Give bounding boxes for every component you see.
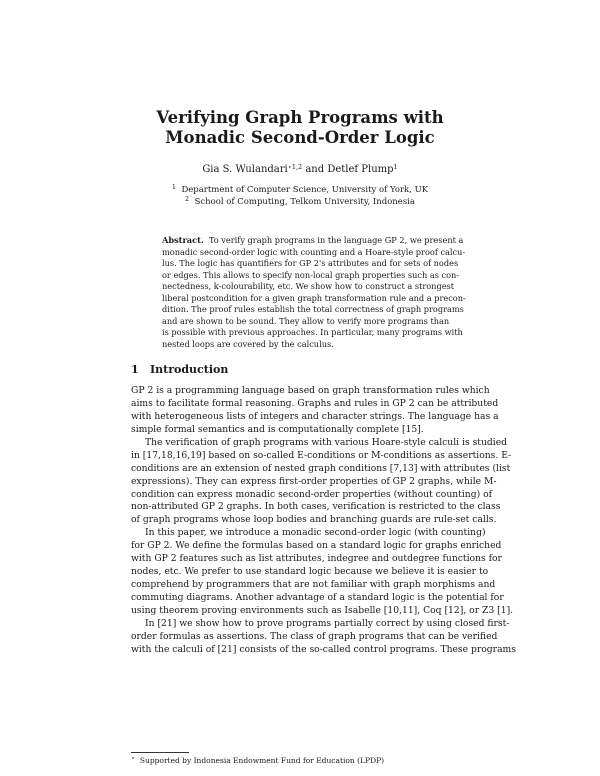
abstract-line: monadic second-order logic with counting and a Hoare-style proof calcu- bbox=[162, 246, 466, 257]
paper-title-line-2: Monadic Second-Order Logic bbox=[165, 128, 435, 147]
affiliation bbox=[0, 185, 600, 196]
body-line: simple formal semantics and is computationally complete [15]. bbox=[131, 423, 424, 435]
body-line: aims to facilitate formal reasoning. Graphs and rules in GP 2 can be attributed bbox=[131, 397, 499, 409]
abstract-label: Abstract. bbox=[162, 235, 204, 245]
affiliation-mark: 2 bbox=[185, 195, 190, 203]
abstract-line: and are shown to be sound. They allow to verify more programs than bbox=[162, 315, 450, 326]
body-line: GP 2 is a programming language based on graph transformation rules which bbox=[131, 385, 490, 396]
body-line: commuting diagrams. Another advantage of a standard logic is the potential for bbox=[131, 592, 504, 603]
body-line: non-attributed GP 2 graphs. In both cases, verification is restricted to the class bbox=[131, 501, 501, 513]
body-line: order formulas as assertions. The class of graph programs that can be verified bbox=[131, 630, 498, 642]
affiliation-text: Department of Computer Science, University of York, UK bbox=[181, 185, 429, 195]
abstract-line: or edges. This allows to specify non-local graph properties such as con- bbox=[162, 269, 460, 280]
author-line bbox=[0, 164, 600, 176]
abstract-line: nectedness, k-colourability, etc. We show how to construct a strongest bbox=[162, 281, 455, 292]
abstract-line: dition. The proof rules establish the total correctness of graph programs bbox=[162, 304, 464, 315]
footnote-rule bbox=[131, 752, 189, 753]
abstract bbox=[162, 235, 466, 350]
section-title: Introduction bbox=[150, 363, 229, 376]
body-line: using theorem proving environments such as Isabelle [10,11], Coq [12], or Z3 [1]. bbox=[131, 604, 514, 616]
affiliation bbox=[0, 197, 600, 208]
body-line: in [17,18,16,19] based on so-called E-conditions or M-conditions as assertions. E- bbox=[131, 449, 512, 461]
footnote bbox=[131, 756, 384, 766]
body-line: of graph programs whose loop bodies and branching guards are rule-set calls. bbox=[131, 514, 497, 526]
body-line: In this paper, we introduce a monadic second-order logic (with counting) bbox=[145, 527, 486, 539]
body-text bbox=[131, 385, 516, 657]
body-line: condition can express monadic second-order properties (without counting) of bbox=[131, 488, 493, 500]
body-line: In [21] we show how to prove programs partially correct by using closed first- bbox=[145, 617, 510, 629]
body-line: with heterogeneous lists of integers and character strings. The language has a bbox=[131, 410, 499, 422]
footnote-mark: ⋆ bbox=[131, 754, 136, 762]
body-line: with GP 2 features such as list attributes, indegree and outdegree functions for bbox=[131, 553, 502, 565]
author-marks: ⋆1,2 bbox=[287, 163, 303, 171]
affiliation-mark: 1 bbox=[171, 183, 177, 191]
body-line: nodes, etc. We prefer to use standard logic because we believe it is easier to bbox=[131, 566, 489, 578]
footnote-text: Supported by Indonesia Endowment Fund for Education (LPDP) bbox=[139, 756, 385, 765]
body-line: conditions are an extension of nested graph conditions [7,13] with attributes (list bbox=[131, 462, 511, 474]
section-number: 1 bbox=[131, 363, 139, 376]
paper-title-line-1: Verifying Graph Programs with bbox=[156, 108, 444, 127]
author-marks: 1 bbox=[393, 163, 398, 171]
body-line: with the calculi of [21] consists of the so-called control programs. These programs bbox=[131, 643, 516, 655]
abstract-line: lus. The logic has quantifiers for GP 2's attributes and for sets of nodes bbox=[162, 258, 459, 269]
body-line: comprehend by programmers that are not familiar with graph morphisms and bbox=[131, 579, 496, 591]
author-conjunction: and bbox=[305, 164, 325, 175]
abstract-line: is possible with previous approaches. In particular, many programs with bbox=[162, 327, 463, 338]
body-line: expressions). They can express first-order properties of GP 2 graphs, while M- bbox=[131, 475, 497, 487]
author-name: Detlef Plump bbox=[327, 164, 394, 175]
affiliation-text: School of Computing, Telkom University, Indonesia bbox=[194, 197, 415, 207]
author-name: Gia S. Wulandari bbox=[202, 164, 288, 175]
abstract-line: liberal postcondition for a given graph transformation rule and a precon- bbox=[162, 292, 466, 303]
abstract-line: Abstract. To verify graph programs in the language GP 2, we present a bbox=[162, 235, 464, 245]
body-line: for GP 2. We define the formulas based on a standard logic for graphs enriched bbox=[131, 540, 502, 552]
section-heading bbox=[131, 363, 228, 376]
abstract-line: nested loops are covered by the calculus. bbox=[162, 338, 334, 349]
body-line: The verification of graph programs with various Hoare-style calculi is studied bbox=[145, 436, 508, 448]
